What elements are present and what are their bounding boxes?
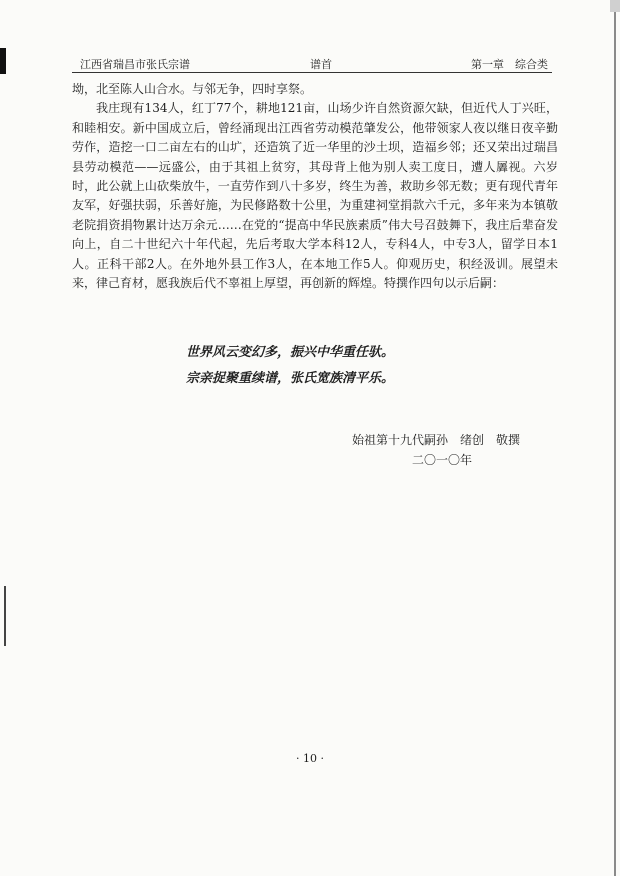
scan-artifact-bar — [0, 48, 6, 74]
scan-artifact-line — [4, 586, 6, 646]
signature-date: 二〇一〇年 — [412, 453, 473, 467]
scan-artifact-corner — [610, 0, 620, 12]
running-header — [72, 52, 552, 72]
header-rule — [72, 72, 552, 73]
poem-line-2: 宗亲捉聚重续谱，张氏宽族清平乐。 — [186, 371, 395, 386]
poem — [186, 340, 486, 392]
header-chapter: 第一章 综合类 — [471, 58, 548, 71]
header-book-title: 江西省瑞昌市张氏宗谱 — [80, 58, 190, 71]
signature-author: 始祖第十九代嗣孙 绪创 敬撰 — [352, 433, 521, 447]
poem-line-1: 世界风云变幻多，振兴中华重任驮。 — [186, 345, 395, 360]
body-text — [72, 80, 558, 293]
scan-artifact-edge — [614, 0, 616, 876]
signature-block — [352, 430, 552, 470]
paragraph-main: 我庄现有134人，红丁77个，耕地121亩，山场少许自然资源欠缺，但近代人丁兴旺，和睦相安。新中国成立后，曾经涌现出江西省劳动模范肇发公，他带领家人夜以继日夜辛勤劳作，造挖一口二亩左右的山圹，还造筑了近一华里的沙土坝，造福乡邻；还又荣出过瑞昌县劳动模范——远盛公，由于其祖上贫穷，其母背上他为别人卖工度日，遭人羼视。六岁时，此公就上山砍柴放牛，一直劳作到八十多岁，终生为善，救助乡邻无数；更有现代青年友军，好强扶弱，乐善好施，为民修路数十公里，为重建祠堂捐款六千元，多年来为本镇敬老院捐资捐物累计达万余元……在党的“提高中华民族素质”伟大号召鼓舞下，我庄后辈奋发向上，自二十世纪六十年代起，先后考取大学本科12人，专科4人，中专3人，留学日本1人。正科干部2人。在外地外县工作3人，在本地工作5人。仰观历史，积经汲训。展望未来，律己育材，愿我族后代不辜祖上厚望，再创新的辉煌。特撰作四句以示后嗣： — [72, 101, 558, 291]
paragraph-continuation: 坳，北至陈人山合水。与邻无争，四时享祭。 — [72, 82, 313, 96]
page-number: · 10 · — [296, 752, 324, 765]
header-section: 谱首 — [310, 58, 332, 71]
